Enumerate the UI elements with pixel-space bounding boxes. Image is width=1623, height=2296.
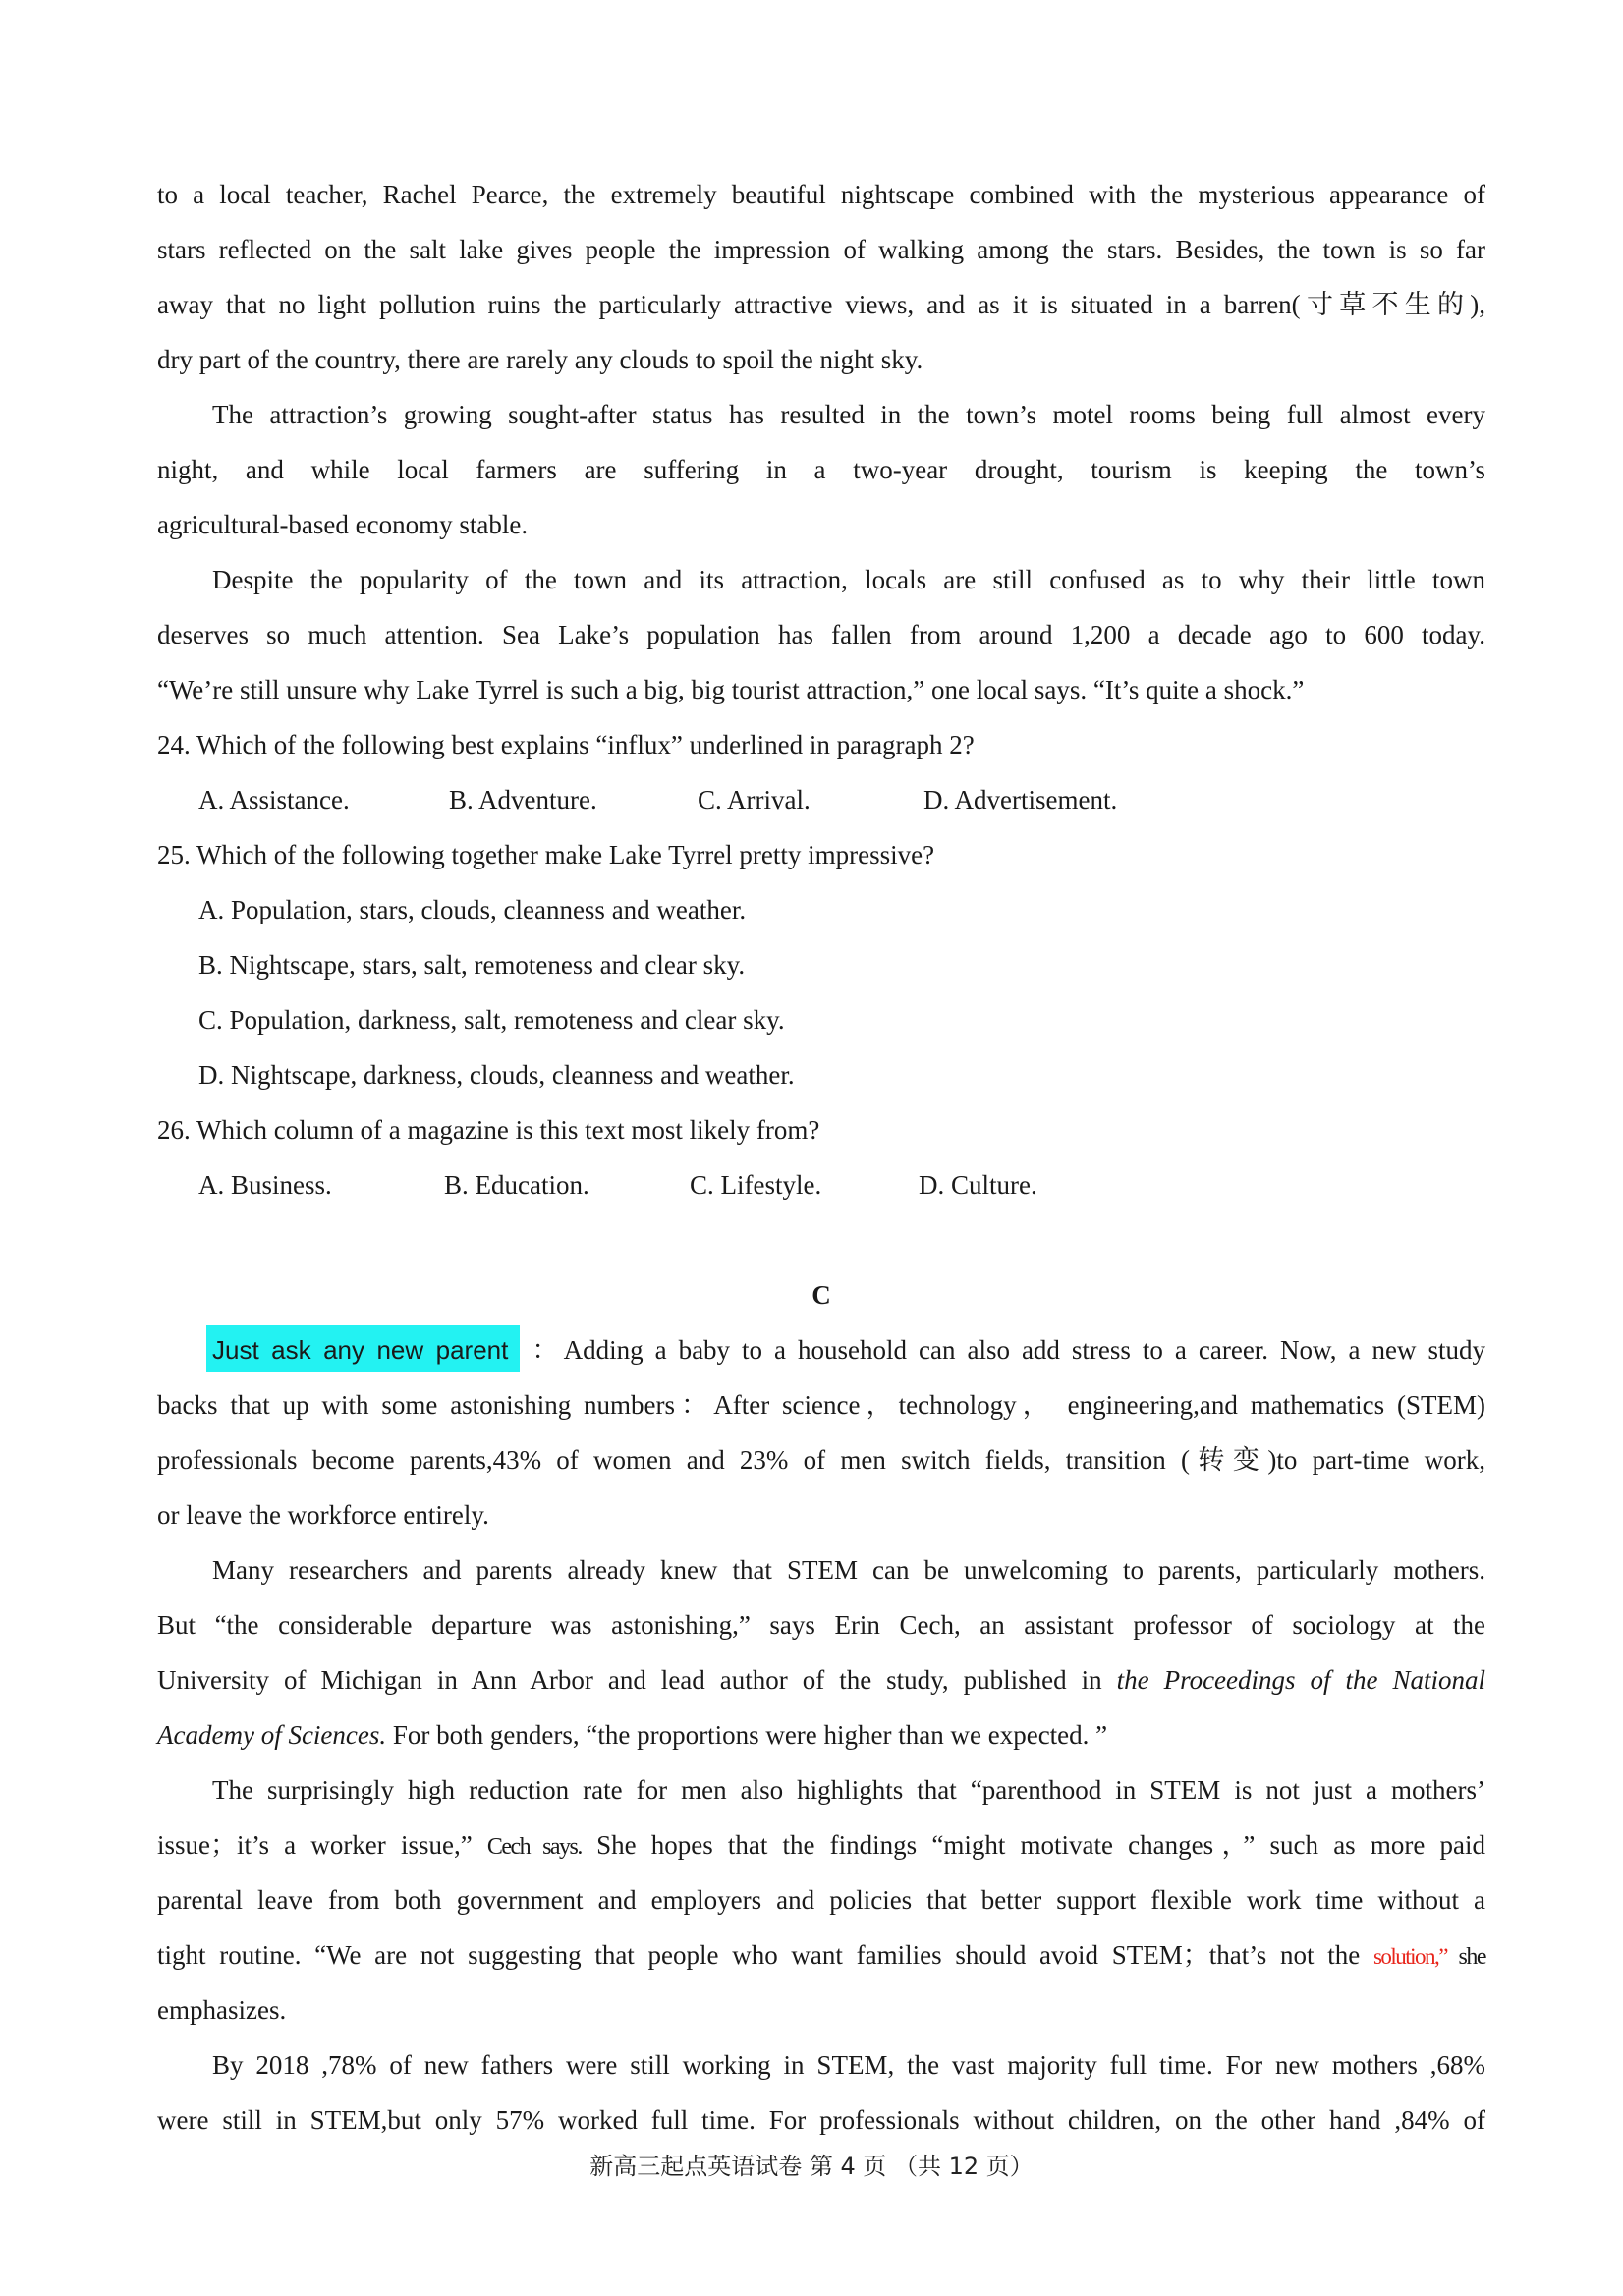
text-span: University of Michigan in Ann Arbor and lead author of the study, published in bbox=[157, 1665, 1117, 1695]
text-line: away that no light pollution ruins the particularly attractive views, and as it is situated in a barren(寸草不生的), bbox=[157, 290, 1485, 319]
option-d[interactable]: D. Culture. bbox=[919, 1170, 1037, 1200]
passage-b-paragraph bbox=[157, 167, 1485, 387]
text-span: tight routine. “We are not suggesting that people who want families should avoid STEM；that’s not the bbox=[157, 1940, 1373, 1970]
text-line: But “the considerable departure was astonishing,” says Erin Cech, an assistant professor of sociology at the bbox=[157, 1610, 1485, 1640]
option-d[interactable]: D. Advertisement. bbox=[923, 785, 1118, 814]
text-line bbox=[157, 1928, 1485, 1983]
journal-title: the Proceedings of the National bbox=[1116, 1665, 1485, 1695]
text-line bbox=[157, 1652, 1485, 1708]
question-stem: 26. Which column of a magazine is this text most likely from? bbox=[157, 1115, 820, 1145]
option-c[interactable]: C. Arrival. bbox=[698, 785, 811, 814]
text-line: agricultural-based economy stable. bbox=[157, 510, 529, 539]
option-a[interactable]: A. Assistance. bbox=[198, 785, 350, 814]
text-line: emphasizes. bbox=[157, 1995, 287, 2025]
passage-c-paragraph-1 bbox=[157, 1322, 1485, 1542]
options-row bbox=[157, 1157, 1485, 1212]
page-footer: 新高三起点英语试卷 第 4 页 （共 12 页） bbox=[589, 2153, 1034, 2180]
journal-title: Academy of Sciences. bbox=[157, 1720, 387, 1750]
text-line: deserves so much attention. Sea Lake’s population has fallen from around 1,200 a decade ago to 600 today. bbox=[157, 620, 1485, 649]
option-a[interactable]: A. Population, stars, clouds, cleanness and weather. bbox=[198, 895, 747, 924]
text-span: Cech says. bbox=[486, 1834, 582, 1860]
option-c[interactable]: C. Population, darkness, salt, remoteness and clear sky. bbox=[198, 1005, 785, 1035]
text-line: were still in STEM,but only 57% worked full time. For professionals without children, on the other hand ,84% of bbox=[157, 2105, 1485, 2135]
section-heading: C bbox=[812, 1280, 831, 1310]
question-25 bbox=[157, 827, 1485, 1102]
passage-b-paragraph bbox=[157, 387, 1485, 552]
option-b[interactable]: B. Education. bbox=[444, 1170, 589, 1200]
text-line: dry part of the country, there are rarely any clouds to spoil the night sky. bbox=[157, 345, 923, 374]
question-stem: 24. Which of the following best explains “influx” underlined in paragraph 2? bbox=[157, 730, 975, 759]
exam-page bbox=[157, 167, 1485, 2148]
text-line: The surprisingly high reduction rate for men also highlights that “parenthood in STEM is not just a mothers’ bbox=[212, 1775, 1485, 1805]
question-24 bbox=[157, 717, 1485, 827]
options-row bbox=[157, 772, 1485, 827]
option-b[interactable]: B. Adventure. bbox=[449, 785, 597, 814]
question-26 bbox=[157, 1102, 1485, 1212]
text-line: Despite the popularity of the town and its attraction, locals are still confused as to why their little town bbox=[212, 565, 1485, 594]
passage-b-paragraph bbox=[157, 552, 1485, 717]
text-line: parental leave from both government and employers and policies that better support flexible work time without a bbox=[157, 1885, 1485, 1915]
option-b[interactable]: B. Nightscape, stars, salt, remoteness and clear sky. bbox=[198, 950, 746, 980]
passage-c-paragraph-2 bbox=[157, 1542, 1485, 1763]
text-line bbox=[157, 1708, 1485, 1763]
text-line: night, and while local farmers are suffering in a two-year drought, tourism is keeping the town’s bbox=[157, 455, 1485, 484]
text-line: stars reflected on the salt lake gives people the impression of walking among the stars. Besides, the town is so far bbox=[157, 235, 1485, 264]
passage-c-paragraph-3 bbox=[157, 1763, 1485, 2038]
text-span: ：Adding a baby to a household can also add stress to a career. Now, a new study bbox=[532, 1335, 1485, 1365]
option-c[interactable]: C. Lifestyle. bbox=[690, 1170, 822, 1200]
text-span: she bbox=[1447, 1944, 1485, 1970]
option-d[interactable]: D. Nightscape, darkness, clouds, cleanness and weather. bbox=[198, 1060, 795, 1090]
text-line: “We’re still unsure why Lake Tyrrel is such a big, big tourist attraction,” one local says. “It’s quite a shock.” bbox=[157, 675, 1305, 704]
text-line: or leave the workforce entirely. bbox=[157, 1500, 489, 1530]
text-line: Many researchers and parents already knew that STEM can be unwelcoming to parents, particularly mothers. bbox=[212, 1555, 1485, 1585]
text-line: The attraction’s growing sought-after status has resulted in the town’s motel rooms being full almost every bbox=[212, 400, 1485, 429]
option-a[interactable]: A. Business. bbox=[198, 1170, 332, 1200]
text-span: She hopes that the findings “might motivate changes，” such as more paid bbox=[581, 1830, 1485, 1860]
red-text: solution,” bbox=[1372, 1944, 1448, 1969]
text-line: professionals become parents,43% of women and 23% of men switch fields, transition (转变)to part-time work, bbox=[157, 1445, 1485, 1475]
text-line: By 2018 ,78% of new fathers were still working in STEM, the vast majority full time. For new mothers ,68% bbox=[212, 2050, 1485, 2080]
text-line bbox=[157, 1818, 1485, 1873]
text-line: to a local teacher, Rachel Pearce, the extremely beautiful nightscape combined with the mysterious appearance of bbox=[157, 180, 1485, 209]
text-line: backs that up with some astonishing numbers：After science，technology， engineering,and mathematics (STEM) bbox=[157, 1390, 1485, 1420]
passage-c-paragraph-4 bbox=[157, 2038, 1485, 2148]
text-line bbox=[157, 1322, 1485, 1377]
question-stem: 25. Which of the following together make Lake Tyrrel pretty impressive? bbox=[157, 840, 935, 869]
text-span: issue；it’s a worker issue,” bbox=[157, 1830, 487, 1860]
text-span: For both genders, “the proportions were higher than we expected. ” bbox=[386, 1720, 1108, 1750]
highlighted-text: Just ask any new parent bbox=[206, 1325, 520, 1372]
